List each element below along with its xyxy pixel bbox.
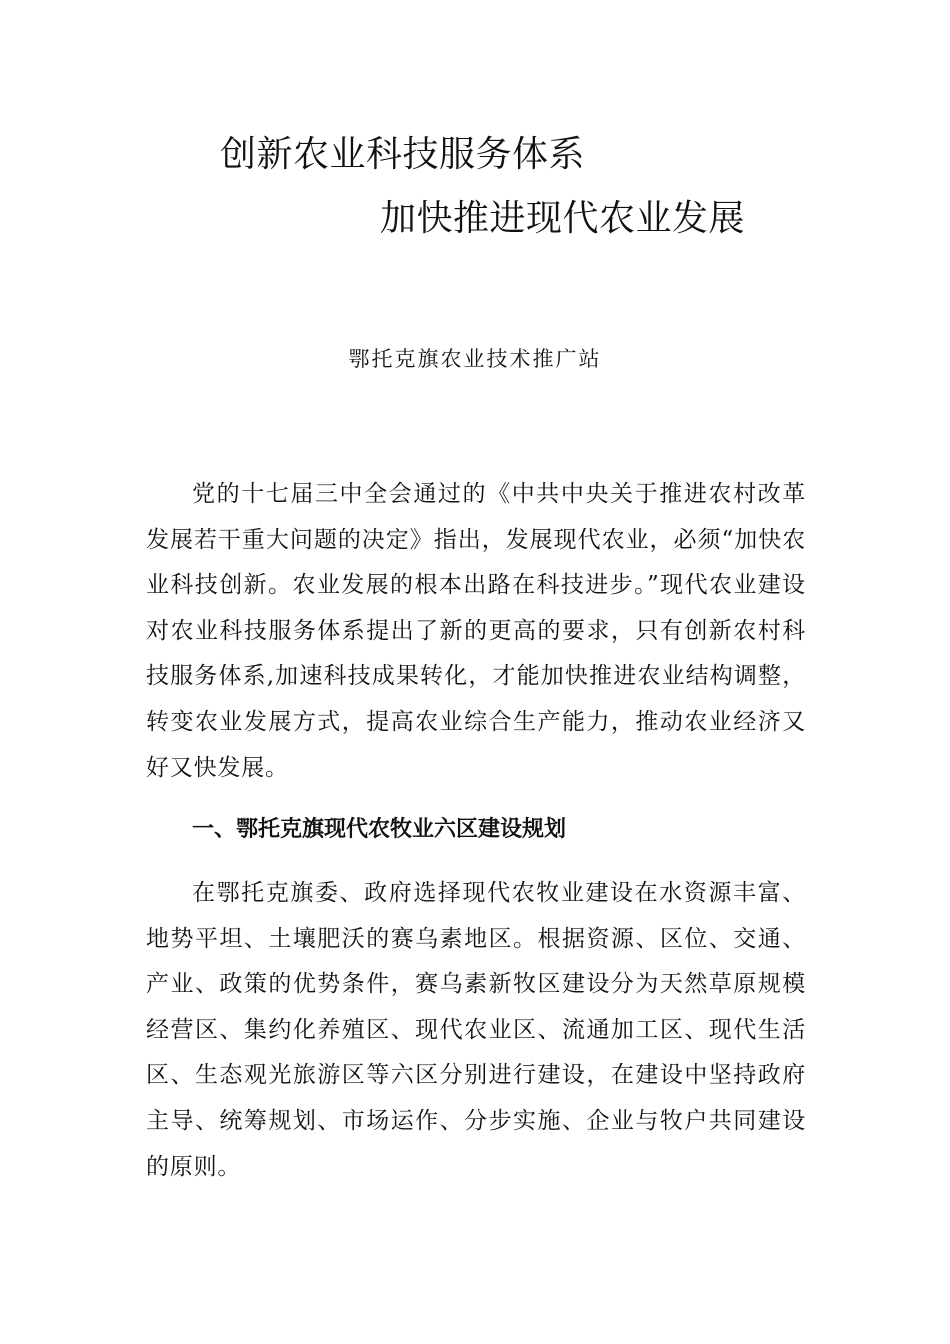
intro-paragraph: 党的十七届三中全会通过的《中共中央关于推进农村改革发展若干重大问题的决定》指出，发展现代农业，必须“加快农业科技创新。农业发展的根本出路在科技进步。”现代农业建设对农业科技服务体系提出了新的更高的要求，只有创新农村科技服务体系,加速科技成果转化，才能加快推进农业结构调整，转变农业发展方式，提高农业综合生产能力，推动农业经济又好又快发展。 xyxy=(146,481,806,781)
author-organization: 鄂托克旗农业技术推广站 xyxy=(348,347,602,371)
section-paragraph: 在鄂托克旗委、政府选择现代农牧业建设在水资源丰富、地势平坦、土壤肥沃的赛乌素地区。根据资源、区位、交通、产业、政策的优势条件，赛乌素新牧区建设分为天然草原规模经营区、集约化养殖区、现代农业区、流通加工区、现代生活区、生态观光旅游区等六区分别进行建设，在建设中坚持政府主导、统筹规划、市场运作、分步实施、企业与牧户共同建设的原则。 xyxy=(146,880,806,1180)
document-title-line-2: 加快推进现代农业发展 xyxy=(380,198,746,239)
section-heading: 一、鄂托克旗现代农牧业六区建设规划 xyxy=(192,817,567,842)
document-title-line-1: 创新农业科技服务体系 xyxy=(220,134,586,175)
